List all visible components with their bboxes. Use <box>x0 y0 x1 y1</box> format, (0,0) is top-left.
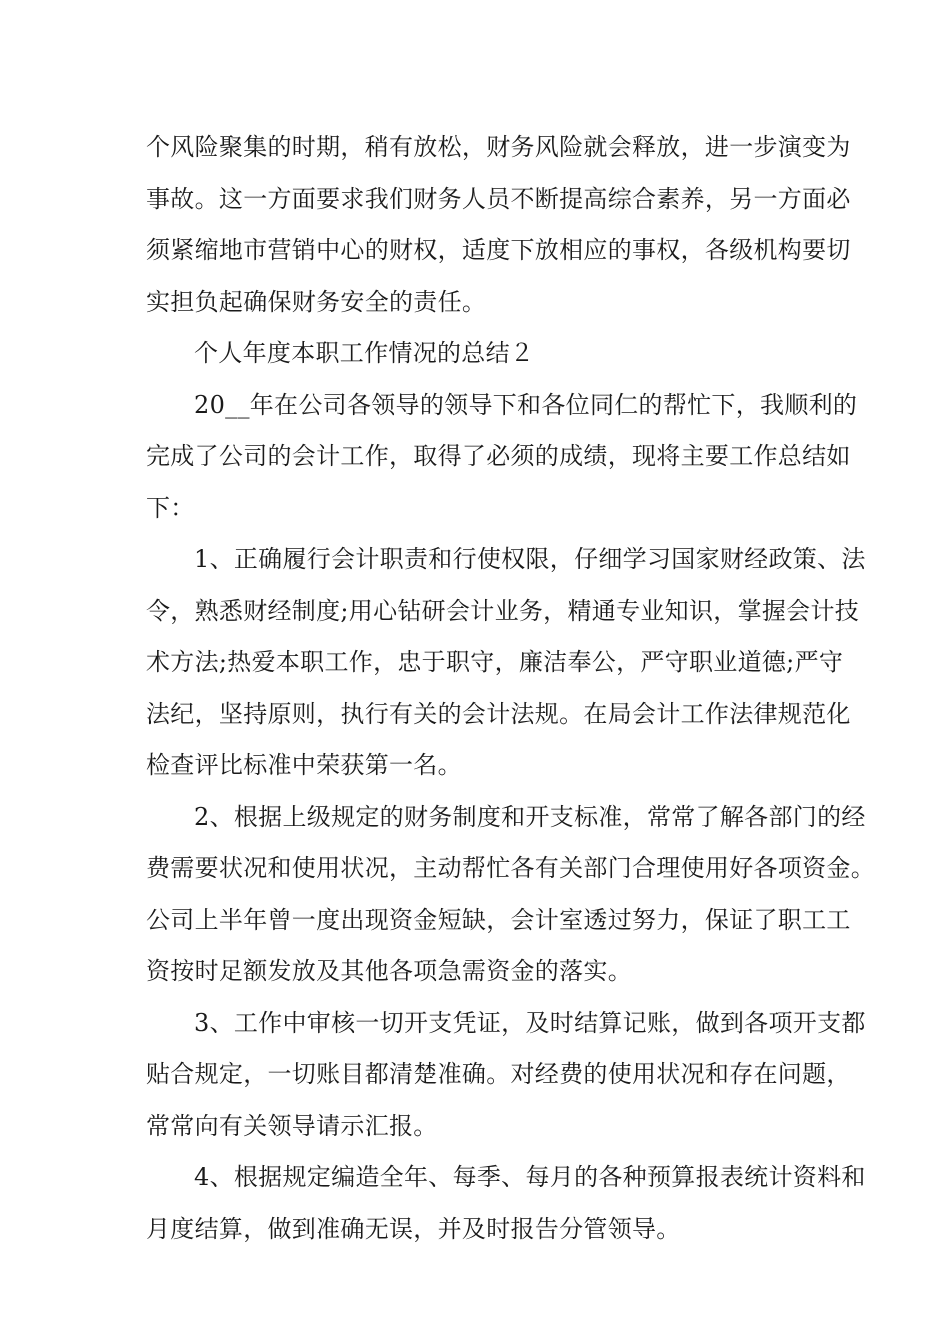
document-page <box>146 122 875 1255</box>
section-heading <box>146 328 814 380</box>
text-line: 术方法;热爱本职工作，忠于职守，廉洁奉公，严守职业道德;严守 <box>146 648 844 676</box>
paragraph-item-3 <box>146 998 866 1153</box>
paragraph-risk-continuation <box>146 122 851 328</box>
text-line: 须紧缩地市营销中心的财权，适度下放相应的事权，各级机构要切 <box>146 236 851 264</box>
text-line: 1、正确履行会计职责和行使权限，仔细学习国家财经政策、法 <box>194 545 866 573</box>
text-line: 事故。这一方面要求我们财务人员不断提高综合素养，另一方面必 <box>146 184 851 213</box>
text-line: 贴合规定，一切账目都清楚准确。对经费的使用状况和存在问题， <box>146 1060 851 1088</box>
paragraph-item-1 <box>146 534 866 792</box>
text-line: 3、工作中审核一切开支凭证，及时结算记账，做到各项开支都 <box>194 1008 866 1037</box>
text-line: 下： <box>146 493 195 522</box>
text-line: 常常向有关领导请示汇报。 <box>146 1111 438 1140</box>
text-line: 实担负起确保财务安全的责任。 <box>146 287 487 316</box>
text-line: 个风险聚集的时期，稍有放松，财务风险就会释放，进一步演变为 <box>146 133 851 161</box>
text-line: 检查评比标准中荣获第一名。 <box>146 751 462 779</box>
text-line: 完成了公司的会计工作，取得了必须的成绩，现将主要工作总结如 <box>146 442 851 470</box>
text-line: 法纪，坚持原则，执行有关的会计法规。在局会计工作法律规范化 <box>146 699 851 728</box>
paragraph-intro <box>146 380 858 535</box>
text-line: 20__年在公司各领导的领导下和各位同仁的帮忙下，我顺利的 <box>194 390 858 419</box>
text-line: 2、根据上级规定的财务制度和开支标准，常常了解各部门的经 <box>194 802 866 831</box>
heading-text: 个人年度本职工作情况的总结２ <box>194 339 535 367</box>
text-line: 费需要状况和使用状况，主动帮忙各有关部门合理使用好各项资金。 <box>146 854 875 882</box>
text-line: 资按时足额发放及其他各项急需资金的落实。 <box>146 957 632 985</box>
text-line: 令，熟悉财经制度;用心钻研会计业务，精通专业知识，掌握会计技 <box>146 596 860 625</box>
paragraph-item-2 <box>146 792 875 998</box>
paragraph-item-4 <box>146 1152 866 1255</box>
text-line: 4、根据规定编造全年、每季、每月的各种预算报表统计资料和 <box>194 1163 866 1191</box>
text-line: 公司上半年曾一度出现资金短缺，会计室透过努力，保证了职工工 <box>146 905 851 934</box>
text-line: 月度结算，做到准确无误，并及时报告分管领导。 <box>146 1214 681 1243</box>
